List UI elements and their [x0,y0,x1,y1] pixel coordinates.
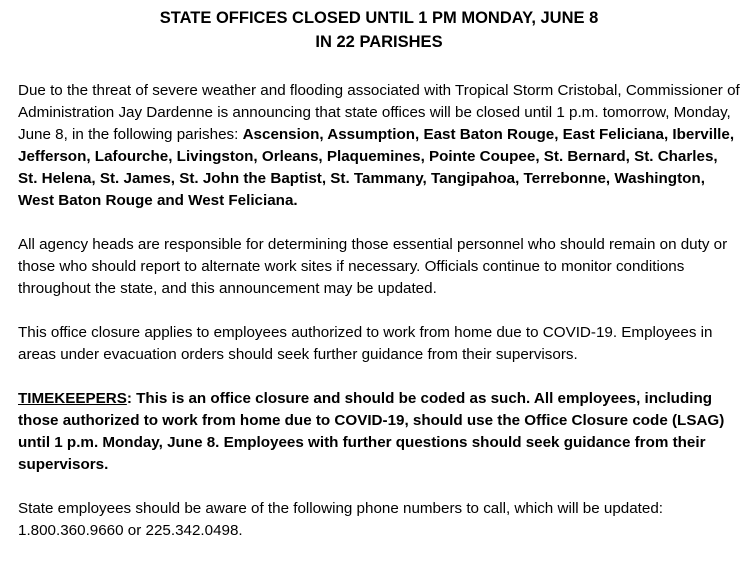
document [18,6,740,542]
page-title [18,6,740,54]
spacer [18,54,740,80]
spacer [18,212,740,234]
title-line-1: STATE OFFICES CLOSED UNTIL 1 PM MONDAY, JUNE 8 [159,9,599,27]
spacer [18,300,740,322]
closure-intro-text: Due to the threat of severe weather and flooding associated with Tropical Storm Cristobal, Commissioner of Administration Jay Dardenne is announcing that state offices will be closed until 1 p.m. tomorrow, Monday, June 8, in the following parishes: [18,82,740,143]
parish-list: Ascension, Assumption, East Baton Rouge, East Feliciana, Iberville, Jefferson, Lafourche, Livingston, Orleans, Plaquemines, Pointe Coupee, St. Bernard, St. Charles, St. Helena, St. James, St. John the Baptist, St. Tammany, Tangipahoa, Terrebonne, Washington, West Baton Rouge and West Feliciana. [18,126,735,209]
paragraph-phone-numbers: State employees should be aware of the following phone numbers to call, which will be updated: 1.800.360.9660 or 225.342.0498. [18,500,664,539]
timekeepers-colon: : [126,390,132,407]
title-line-2: IN 22 PARISHES [315,33,443,51]
paragraph-covid-closure: This office closure applies to employees authorized to work from home due to COVID-19. Employees in areas under evacuation orders should seek further guidance from their supervisors. [18,324,713,363]
timekeepers-text: This is an office closure and should be coded as such. All employees, including those authorized to work from home due to COVID-19, should use the Office Closure code (LSAG) until 1 p.m. Monday, June 8. Employees with further questions should seek guidance from their supervisors. [18,390,725,473]
spacer [18,366,740,388]
paragraph-closure-announcement [18,80,740,212]
paragraph-timekeepers [18,388,740,476]
spacer [18,476,740,498]
timekeepers-label: TIMEKEEPERS [18,390,127,407]
paragraph-agency-heads: All agency heads are responsible for determining those essential personnel who should remain on duty or those who should report to alternate work sites if necessary. Officials continue to monitor conditions throughout the state, and this announcement may be updated. [18,236,728,297]
